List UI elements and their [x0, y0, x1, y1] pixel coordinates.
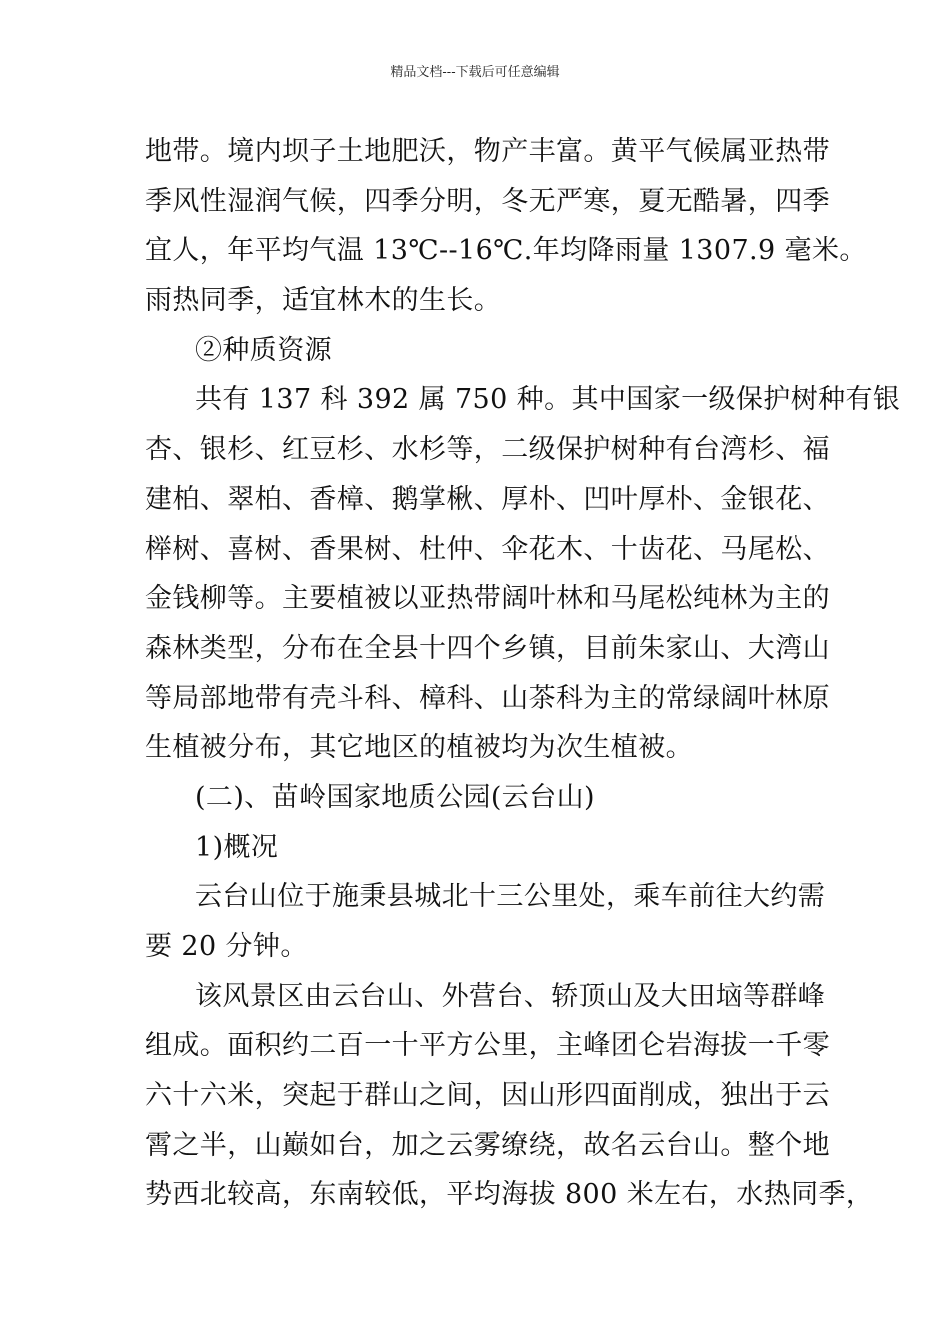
text-line: 六十六米，突起于群山之间，因山形四面削成，独出于云	[145, 1080, 830, 1112]
text-line: 等局部地带有壳斗科、樟科、山茶科为主的常绿阔叶林原	[145, 682, 830, 714]
text-line: 宜人，年平均气温 13℃--16℃.年均降雨量 1307.9 毫米。	[145, 235, 867, 267]
document-body	[145, 127, 901, 1220]
text-line: 势西北较高，东南较低，平均海拔 800 米左右，水热同季，	[145, 1179, 874, 1211]
text-line: 生植被分布，其它地区的植被均为次生植被。	[145, 732, 693, 764]
page-header: 精品文档---下载后可任意编辑	[390, 65, 560, 80]
text-line: 云台山位于施秉县城北十三公里处，乘车前往大约需	[195, 881, 826, 913]
text-line: 霄之半，山巅如台，加之云雾缭绕，故名云台山。整个地	[145, 1129, 830, 1161]
text-line: 组成。面积约二百一十平方公里，主峰团仑岩海拔一千零	[145, 1030, 830, 1062]
text-line: 森林类型，分布在全县十四个乡镇，目前朱家山、大湾山	[145, 632, 830, 664]
section-heading: ②种质资源	[195, 334, 332, 366]
text-line: 雨热同季，适宜林木的生长。	[145, 285, 502, 317]
text-line: 共有 137 科 392 属 750 种。其中国家一级保护树种有银	[195, 384, 901, 416]
text-line: 建柏、翠柏、香樟、鹅掌楸、厚朴、凹叶厚朴、金银花、	[145, 483, 830, 515]
subsection-heading: 1)概况	[195, 831, 279, 863]
text-line: 杏、银杉、红豆杉、水杉等，二级保护树种有台湾杉、福	[145, 434, 830, 466]
text-line: 地带。境内坝子土地肥沃，物产丰富。黄平气候属亚热带	[145, 136, 830, 167]
section-heading: (二)、苗岭国家地质公园(云台山)	[195, 781, 595, 813]
text-line: 季风性湿润气候，四季分明，冬无严寒，夏无酷暑，四季	[145, 185, 830, 217]
text-line: 要 20 分钟。	[145, 931, 308, 962]
text-line: 榉树、喜树、香果树、杜仲、伞花木、十齿花、马尾松、	[145, 533, 830, 565]
text-line: 该风景区由云台山、外营台、轿顶山及大田垴等群峰	[195, 980, 826, 1012]
text-line: 金钱柳等。主要植被以亚热带阔叶林和马尾松纯林为主的	[145, 583, 830, 615]
